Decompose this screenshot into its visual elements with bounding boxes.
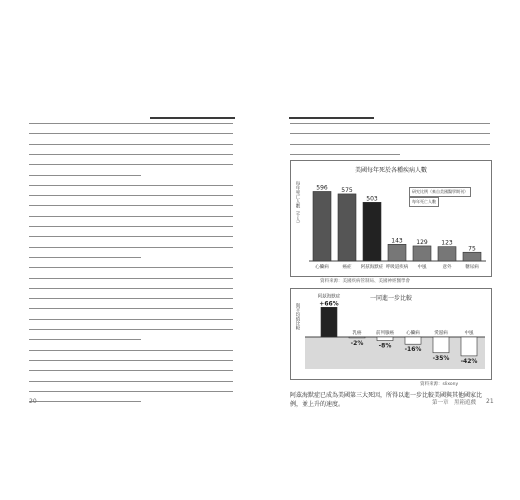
text-line	[29, 257, 141, 258]
category-label: 糖尿病	[465, 265, 479, 270]
bar	[313, 191, 331, 261]
data-label: 596	[316, 184, 328, 192]
text-line	[290, 144, 490, 145]
text-line	[29, 360, 233, 361]
figure-comparison-chart	[290, 288, 492, 380]
category-label: 心臟病	[406, 331, 420, 336]
data-label: -16%	[404, 346, 422, 354]
data-label: 75	[468, 245, 476, 253]
figure-title: 美國每年死於各種疾病人數	[354, 167, 427, 174]
bar	[413, 246, 431, 261]
text-line	[29, 123, 233, 124]
comparison-bar-chart	[291, 289, 491, 379]
category-label: 愛滋病	[434, 331, 448, 336]
right-page-number: 21	[486, 398, 494, 405]
category-label: 中風	[464, 331, 474, 336]
bar	[405, 337, 421, 344]
text-line	[29, 144, 233, 145]
y-axis-label: 每年死亡人數（千人）	[295, 181, 300, 226]
text-line	[29, 350, 233, 351]
text-line	[29, 195, 233, 196]
text-line	[290, 154, 400, 155]
data-label: -8%	[378, 342, 392, 350]
category-label: 中風	[417, 265, 427, 270]
data-label: 129	[416, 238, 428, 246]
text-line	[290, 133, 490, 134]
text-line	[29, 278, 233, 279]
data-label: 123	[441, 239, 453, 247]
data-label: 143	[391, 237, 403, 245]
text-line	[29, 391, 233, 392]
data-label: 575	[341, 186, 353, 194]
figure2-title: 一同進一步比較	[369, 295, 412, 302]
text-line	[29, 298, 233, 299]
figure-deaths-chart	[290, 160, 492, 277]
category-label: 癌症	[342, 265, 352, 270]
text-line	[29, 175, 141, 176]
data-label: -2%	[350, 339, 364, 347]
text-line	[29, 164, 233, 165]
category-label: 心臟病	[315, 265, 329, 270]
category-label: 前列腺癌	[376, 331, 394, 336]
bar	[433, 337, 449, 353]
category-label: 呼吸道疾病	[385, 265, 409, 270]
figure1-source: 資料來源：美國疾病管制局、美國神經醫學會	[320, 279, 410, 284]
text-line	[29, 329, 233, 330]
bar	[388, 244, 406, 261]
category-label: 乳癌	[352, 331, 362, 336]
text-line	[29, 381, 233, 382]
legend-deaths: 每年死亡人數	[409, 197, 439, 207]
header-rule	[289, 117, 374, 119]
text-line	[29, 339, 141, 340]
y-axis-label: 與平均值比較	[295, 303, 300, 330]
text-line	[29, 308, 233, 309]
text-line	[29, 154, 233, 155]
data-label: 503	[366, 195, 378, 203]
legend-study-ratio: 研究比例（來自美國醫學期刊）	[409, 187, 471, 197]
text-line	[29, 226, 233, 227]
text-line	[29, 370, 233, 371]
figure2-source: 資料來源：slixony	[420, 382, 459, 387]
deaths-bar-chart	[291, 161, 491, 276]
text-line	[290, 123, 490, 124]
running-head: 第一章 黑箱遊戲	[432, 400, 477, 406]
category-label: 阿茲海默症	[317, 294, 341, 300]
data-label: +66%	[319, 300, 339, 308]
text-line	[29, 401, 141, 402]
right-page	[260, 0, 520, 500]
negative-band	[305, 337, 485, 369]
left-page-number: 20	[29, 398, 37, 405]
data-label: -42%	[460, 357, 478, 365]
text-line	[29, 185, 233, 186]
bar	[463, 252, 481, 261]
figure-caption: 阿茲海默症已成為美國第三大死因，所得以進一步比較美國與其他國家比例，並上升的速度。	[290, 392, 483, 408]
text-line	[29, 216, 233, 217]
bar	[349, 337, 365, 338]
category-label: 阿茲海默症	[360, 265, 384, 270]
text-line	[29, 133, 233, 134]
bar	[321, 307, 337, 337]
text-line	[29, 288, 233, 289]
text-line	[29, 267, 233, 268]
header-rule	[150, 117, 235, 119]
category-label: 意外	[442, 265, 452, 270]
text-line	[29, 236, 233, 237]
bar	[461, 337, 477, 356]
text-line	[29, 319, 233, 320]
text-line	[29, 205, 233, 206]
text-line	[29, 247, 233, 248]
bar	[363, 202, 381, 261]
bar	[438, 247, 456, 261]
bar	[338, 194, 356, 261]
data-label: -35%	[432, 354, 450, 362]
bar	[377, 337, 393, 341]
